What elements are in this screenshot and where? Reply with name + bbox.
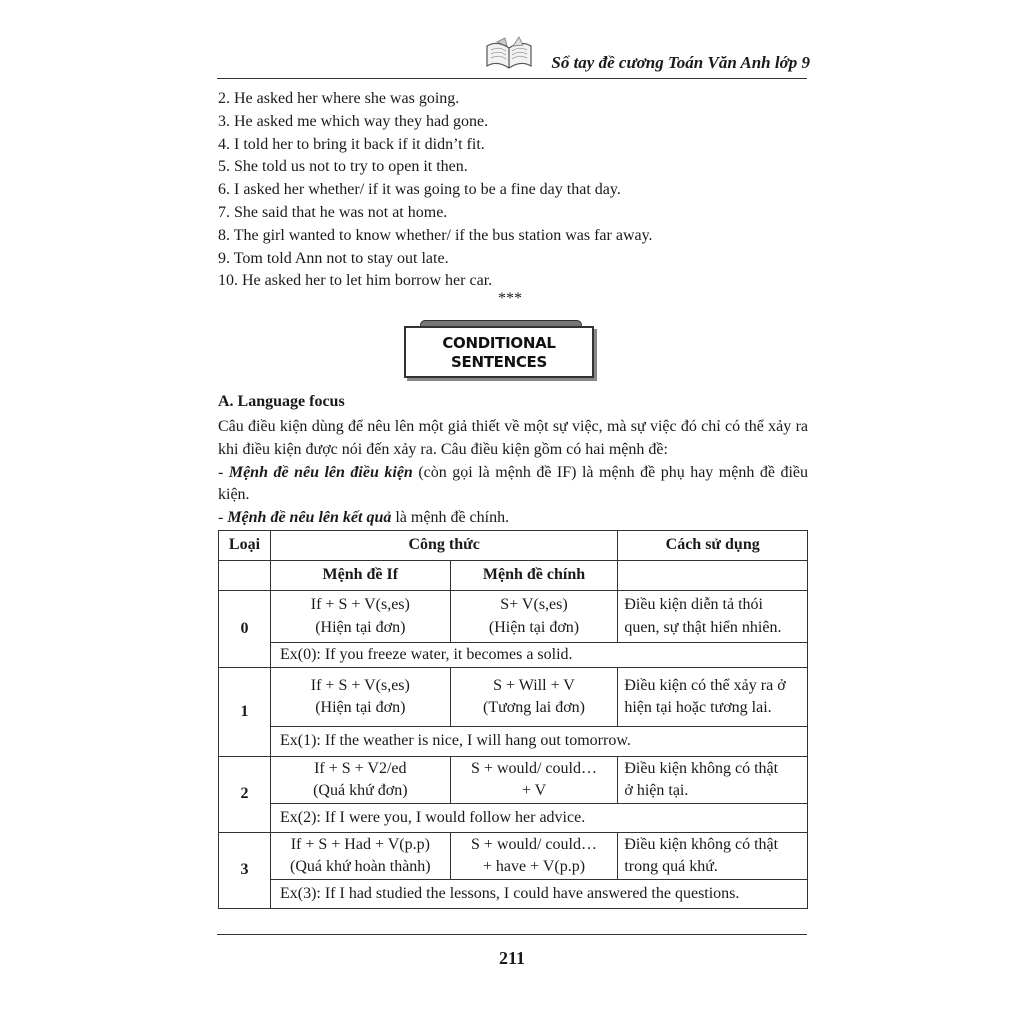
- if-clause-cell: [270, 591, 450, 643]
- clause-1-desc: (còn gọi là mệnh đề IF) là mệnh đề phụ hay mệnh đề điều kiện.: [218, 463, 808, 504]
- type-cell: 0: [219, 591, 271, 668]
- usage-line: Điều kiện có thể xảy ra ở: [624, 676, 786, 694]
- formula-line: If + S + V2/ed: [314, 759, 407, 777]
- intro-text: [218, 416, 808, 530]
- type-cell: 1: [219, 668, 271, 757]
- tense-line: (Hiện tại đơn): [315, 618, 406, 636]
- answer-item: 5. She told us not to try to open it then.: [218, 158, 468, 176]
- section-heading: A. Language focus: [218, 393, 345, 410]
- example-cell: Ex(0): If you freeze water, it becomes a solid.: [270, 643, 807, 668]
- banner-line-2: SENTENCES: [451, 353, 547, 371]
- answer-item: 3. He asked me which way they had gone.: [218, 112, 489, 130]
- answer-item: 8. The girl wanted to know whether/ if the bus station was far away.: [218, 226, 653, 244]
- subheader-main-clause: Mệnh đề chính: [450, 561, 618, 591]
- answer-list: [218, 88, 808, 293]
- example-row: [219, 880, 808, 909]
- usage-line: Điều kiện diễn tả thói: [624, 596, 763, 613]
- tense-line: (Hiện tại đơn): [488, 618, 580, 636]
- clause-2-desc: là mệnh đề chính.: [391, 509, 510, 527]
- answer-item: 2. He asked her where she was going.: [218, 90, 460, 107]
- usage-line: trong quá khứ.: [624, 858, 718, 875]
- clause-2: - Mệnh đề nêu lên kết quả là mệnh đề chính.: [218, 509, 510, 527]
- example-cell: Ex(2): If I were you, I would follow her advice.: [270, 804, 807, 833]
- usage-line: hiện tại hoặc tương lai.: [624, 699, 772, 716]
- formula-line: S+ V(s,es): [500, 596, 568, 613]
- if-clause-cell: [270, 668, 450, 727]
- answer-item: 7. She said that he was not at home.: [218, 203, 448, 221]
- if-clause-cell: [270, 757, 450, 804]
- if-clause-cell: [270, 833, 450, 880]
- tense-line: (Tương lai đơn): [482, 699, 585, 716]
- usage-cell: [618, 833, 808, 880]
- formula-line: If + S + V(s,es): [310, 676, 410, 694]
- page-number: 211: [498, 948, 525, 968]
- table-subheader-row: [219, 561, 808, 591]
- answer-item: 6. I asked her whether/ if it was going to be a fine day that day.: [218, 181, 621, 199]
- formula-line: If + S + V(s,es): [310, 596, 410, 613]
- example-row: [219, 727, 808, 757]
- answer-item: 4. I told her to bring it back if it didn’t fit.: [218, 135, 485, 153]
- conditional-table: [218, 530, 808, 909]
- usage-cell: [618, 757, 808, 804]
- banner-line-1: CONDITIONAL: [442, 334, 556, 352]
- main-clause-cell: [450, 668, 618, 727]
- table-row: [219, 591, 808, 643]
- subheader-if-clause: Mệnh đề If: [270, 561, 450, 591]
- section-banner: [404, 320, 594, 378]
- header-type: Loại: [219, 531, 271, 561]
- tense-line: (Quá khứ hoàn thành): [289, 858, 431, 875]
- subheader-empty: [618, 561, 808, 591]
- header-title: Sổ tay đề cương Toán Văn Anh lớp 9: [551, 53, 810, 72]
- intro-paragraph: Câu điều kiện dùng để nêu lên một giả thiết về một sự việc, mà sự việc đó chỉ có thể xảy ra khi điều kiện được nói đến xảy ra. Câu điều kiện gồm có hai mệnh đề:: [218, 418, 808, 458]
- usage-line: quen, sự thật hiển nhiên.: [624, 618, 782, 636]
- banner-box: [404, 326, 594, 378]
- main-clause-cell: [450, 591, 618, 643]
- formula-line: If + S + Had + V(p.p): [290, 835, 430, 853]
- type-cell: 3: [219, 833, 271, 909]
- example-cell: Ex(1): If the weather is nice, I will hang out tomorrow.: [270, 727, 807, 757]
- subheader-empty: [219, 561, 271, 591]
- usage-cell: [618, 668, 808, 727]
- header-divider: [217, 78, 807, 79]
- header-formula: Công thức: [270, 531, 617, 561]
- table-row: [219, 833, 808, 880]
- main-clause-cell: [450, 757, 618, 804]
- usage-cell: [618, 591, 808, 643]
- usage-line: Điều kiện không có thật: [624, 759, 779, 777]
- tense-line: + V: [521, 782, 547, 799]
- usage-line: ở hiện tại.: [624, 782, 689, 799]
- table-header-row: [219, 531, 808, 561]
- formula-line: S + Will + V: [493, 676, 575, 694]
- table-row: [219, 757, 808, 804]
- tense-line: (Quá khứ đơn): [313, 782, 408, 799]
- usage-line: Điều kiện không có thật: [624, 835, 779, 853]
- main-clause-cell: [450, 833, 618, 880]
- type-cell: 2: [219, 757, 271, 833]
- answer-item: 10. He asked her to let him borrow her car.: [218, 272, 493, 290]
- tense-line: + have + V(p.p): [482, 858, 586, 875]
- example-cell: Ex(3): If I had studied the lessons, I could have answered the questions.: [270, 880, 807, 909]
- example-row: [219, 643, 808, 668]
- example-row: [219, 804, 808, 833]
- formula-line: S + would/ could…: [471, 835, 597, 853]
- header-usage: Cách sử dụng: [618, 531, 808, 561]
- clause-1-term: Mệnh đề nêu lên điều kiện: [228, 463, 413, 481]
- open-book-icon: [483, 36, 535, 72]
- answer-item: 9. Tom told Ann not to stay out late.: [218, 249, 449, 267]
- clause-2-term: Mệnh đề nêu lên kết quả: [227, 509, 392, 527]
- clause-1: - Mệnh đề nêu lên điều kiện (còn gọi là mệnh đề IF) là mệnh đề phụ hay mệnh đề điều kiện.: [218, 463, 808, 504]
- formula-line: S + would/ could…: [471, 759, 597, 777]
- section-separator: ***: [498, 290, 522, 307]
- table-row: [219, 668, 808, 727]
- footer-divider: [217, 934, 807, 935]
- tense-line: (Hiện tại đơn): [315, 699, 406, 716]
